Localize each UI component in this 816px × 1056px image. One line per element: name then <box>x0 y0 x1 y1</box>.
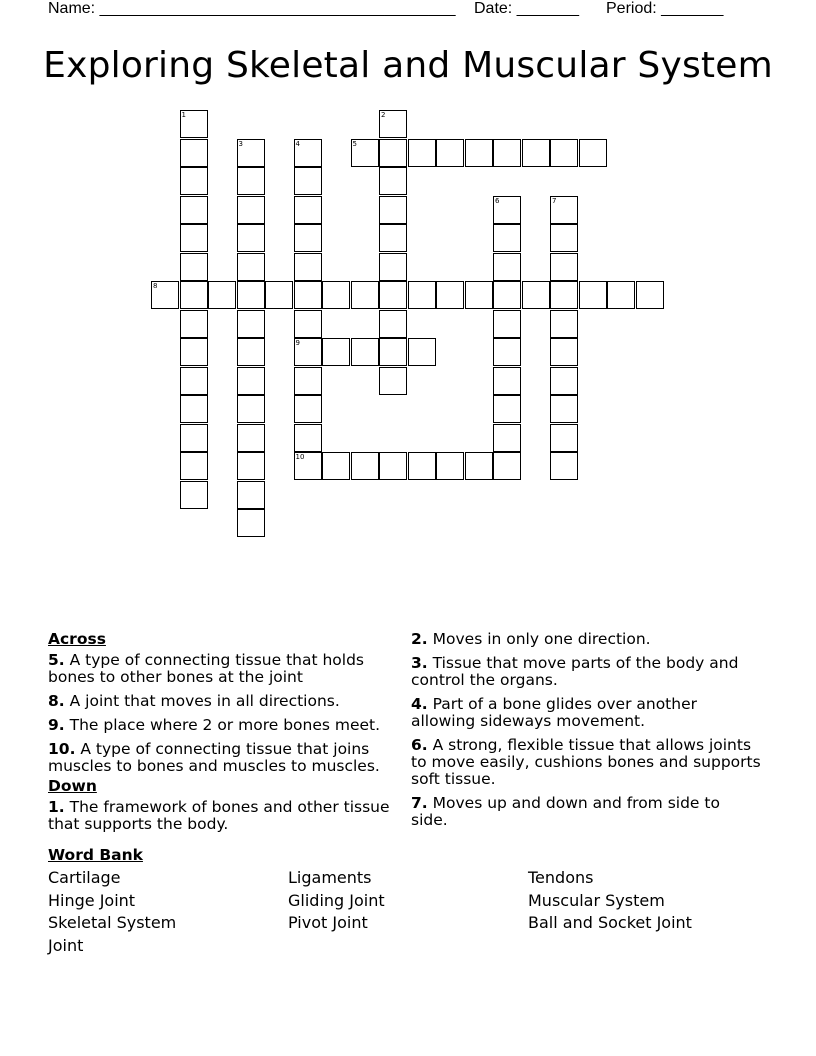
grid-cell[interactable] <box>550 224 578 252</box>
clue-text: A type of connecting tissue that holds bones to other bones at the joint <box>48 651 365 686</box>
grid-cell[interactable] <box>180 338 208 366</box>
period-field-label: Period: _______ <box>606 0 724 17</box>
grid-cell[interactable] <box>493 452 521 480</box>
clue-down-4 <box>411 696 761 730</box>
clue-number-label: 2 <box>381 111 386 119</box>
word-bank-column-1 <box>48 869 176 955</box>
clue-down-1 <box>48 799 393 833</box>
grid-cell[interactable] <box>465 281 493 309</box>
clue-across-8 <box>48 693 393 710</box>
word-bank-item: Joint <box>48 935 84 955</box>
grid-cell[interactable] <box>294 395 322 423</box>
grid-cell[interactable] <box>493 281 521 309</box>
grid-cell[interactable] <box>237 367 265 395</box>
clue-text: A strong, flexible tissue that allows joints to move easily, cushions bones and supports soft tissue. <box>411 736 761 788</box>
clue-number: 3. <box>411 654 428 672</box>
clue-text: A type of connecting tissue that joins muscles to bones and muscles to muscles. <box>48 740 380 775</box>
grid-cell[interactable] <box>322 281 350 309</box>
grid-cell[interactable] <box>294 452 322 480</box>
clue-number: 2. <box>411 630 428 648</box>
grid-cell[interactable] <box>550 139 578 167</box>
grid-cell[interactable] <box>294 167 322 195</box>
grid-cell[interactable] <box>180 196 208 224</box>
grid-cell[interactable] <box>379 253 407 281</box>
grid-cell[interactable] <box>180 281 208 309</box>
clue-text: The place where 2 or more bones meet. <box>69 716 381 734</box>
grid-cell[interactable] <box>351 338 379 366</box>
grid-cell[interactable] <box>379 281 407 309</box>
grid-cell[interactable] <box>379 452 407 480</box>
grid-cell[interactable] <box>237 509 265 537</box>
grid-cell[interactable] <box>522 139 550 167</box>
grid-cell[interactable] <box>465 139 493 167</box>
word-bank-item: Cartilage <box>48 868 121 887</box>
grid-cell[interactable] <box>180 367 208 395</box>
clue-number-label: 1 <box>181 111 186 119</box>
grid-cell[interactable] <box>379 167 407 195</box>
grid-cell[interactable] <box>294 424 322 452</box>
grid-cell[interactable] <box>408 338 436 366</box>
grid-cell[interactable] <box>237 196 265 224</box>
clue-number: 4. <box>411 695 428 713</box>
grid-cell[interactable] <box>436 139 464 167</box>
down-heading: Down <box>48 777 97 795</box>
grid-cell[interactable] <box>180 110 208 138</box>
grid-cell[interactable] <box>379 224 407 252</box>
grid-cell[interactable] <box>550 395 578 423</box>
grid-cell[interactable] <box>294 281 322 309</box>
word-bank-item: Muscular System <box>528 890 665 910</box>
clue-text: Tissue that move parts of the body and control the organs. <box>411 654 739 689</box>
grid-cell[interactable] <box>294 338 322 366</box>
grid-cell[interactable] <box>237 395 265 423</box>
word-bank-column-2 <box>288 869 385 932</box>
grid-cell[interactable] <box>579 139 607 167</box>
date-field-label: Date: _______ <box>474 0 579 17</box>
clue-number-label: 3 <box>238 139 243 148</box>
grid-cell[interactable] <box>180 395 208 423</box>
grid-cell[interactable] <box>180 452 208 480</box>
grid-cell[interactable] <box>265 281 293 309</box>
clue-text: Part of a bone glides over another allowing sideways movement. <box>411 695 697 730</box>
grid-cell[interactable] <box>180 481 208 509</box>
grid-cell[interactable] <box>379 139 407 167</box>
grid-cell[interactable] <box>493 310 521 338</box>
grid-cell[interactable] <box>550 452 578 480</box>
grid-cell[interactable] <box>493 424 521 452</box>
grid-cell[interactable] <box>322 452 350 480</box>
grid-cell[interactable] <box>237 310 265 338</box>
clue-text: A joint that moves in all directions. <box>69 692 340 710</box>
grid-cell[interactable] <box>550 424 578 452</box>
clue-text: Moves in only one direction. <box>432 630 651 648</box>
grid-cell[interactable] <box>294 196 322 224</box>
grid-cell[interactable] <box>180 139 208 167</box>
grid-cell[interactable] <box>493 196 521 224</box>
grid-cell[interactable] <box>379 338 407 366</box>
clue-number: 6. <box>411 736 428 754</box>
grid-cell[interactable] <box>237 452 265 480</box>
grid-cell[interactable] <box>493 338 521 366</box>
grid-cell[interactable] <box>180 253 208 281</box>
word-bank-column-3 <box>528 869 692 932</box>
grid-cell[interactable] <box>579 281 607 309</box>
across-heading: Across <box>48 630 106 648</box>
grid-cell[interactable] <box>180 224 208 252</box>
grid-cell[interactable] <box>436 452 464 480</box>
grid-cell[interactable] <box>237 424 265 452</box>
grid-cell[interactable] <box>522 281 550 309</box>
grid-cell[interactable] <box>636 281 664 309</box>
grid-cell[interactable] <box>322 338 350 366</box>
name-field-label: Name: ________________________________________ <box>48 0 456 17</box>
clues-right-column <box>411 631 761 836</box>
page-title: Exploring Skeletal and Muscular System <box>43 45 773 86</box>
clue-number: 9. <box>48 716 65 734</box>
grid-cell[interactable] <box>237 167 265 195</box>
clue-across-5 <box>48 652 393 686</box>
word-bank-item: Skeletal System <box>48 913 177 932</box>
grid-cell[interactable] <box>408 452 436 480</box>
clue-number-label: 9 <box>295 339 300 347</box>
grid-cell[interactable] <box>550 338 578 366</box>
word-bank-title: Word Bank <box>48 846 143 864</box>
clues-left-column <box>48 631 393 840</box>
grid-cell[interactable] <box>550 253 578 281</box>
word-bank-item: Ligaments <box>288 868 372 887</box>
grid-cell[interactable] <box>351 452 379 480</box>
clue-number: 7. <box>411 794 428 812</box>
grid-cell[interactable] <box>408 281 436 309</box>
clue-down-3 <box>411 655 761 689</box>
grid-cell[interactable] <box>237 338 265 366</box>
clue-across-10 <box>48 741 393 775</box>
clue-number-label: 7 <box>552 196 557 205</box>
grid-cell[interactable] <box>294 253 322 281</box>
grid-cell[interactable] <box>550 310 578 338</box>
grid-cell[interactable] <box>465 452 493 480</box>
clue-number: 1. <box>48 798 65 816</box>
grid-cell[interactable] <box>237 253 265 281</box>
grid-cell[interactable] <box>237 139 265 167</box>
grid-cell[interactable] <box>180 424 208 452</box>
grid-cell[interactable] <box>379 367 407 395</box>
grid-cell[interactable] <box>379 310 407 338</box>
grid-cell[interactable] <box>493 395 521 423</box>
clue-number: 5. <box>48 651 65 669</box>
grid-cell[interactable] <box>151 281 179 309</box>
grid-cell[interactable] <box>237 281 265 309</box>
grid-cell[interactable] <box>180 310 208 338</box>
clue-down-7 <box>411 795 761 829</box>
grid-cell[interactable] <box>351 281 379 309</box>
clue-down-2 <box>411 631 761 648</box>
grid-cell[interactable] <box>408 139 436 167</box>
clue-number-label: 4 <box>295 139 300 148</box>
grid-cell[interactable] <box>607 281 635 309</box>
word-bank-item: Hinge Joint <box>48 890 136 910</box>
clue-number: 8. <box>48 692 65 710</box>
grid-cell[interactable] <box>180 167 208 195</box>
grid-cell[interactable] <box>294 310 322 338</box>
grid-cell[interactable] <box>294 367 322 395</box>
word-bank-item: Tendons <box>528 868 594 887</box>
grid-cell[interactable] <box>379 110 407 138</box>
grid-cell[interactable] <box>493 139 521 167</box>
clue-number: 10. <box>48 740 76 758</box>
clue-number-label: 5 <box>352 139 357 148</box>
grid-cell[interactable] <box>550 281 578 309</box>
clue-text: The framework of bones and other tissue that supports the body. <box>48 798 390 833</box>
clue-text: Moves up and down and from side to side. <box>411 794 720 829</box>
word-bank-item: Ball and Socket Joint <box>528 913 692 932</box>
clue-number-label: 6 <box>495 196 500 205</box>
grid-cell[interactable] <box>351 139 379 167</box>
clue-down-6 <box>411 737 761 788</box>
grid-cell[interactable] <box>493 253 521 281</box>
clue-across-9 <box>48 717 393 734</box>
grid-cell[interactable] <box>550 367 578 395</box>
clue-number-label: 10 <box>295 453 305 461</box>
grid-cell[interactable] <box>294 139 322 167</box>
grid-cell[interactable] <box>550 196 578 224</box>
clue-number-label: 8 <box>153 282 158 290</box>
grid-cell[interactable] <box>493 224 521 252</box>
grid-cell[interactable] <box>237 481 265 509</box>
word-bank-item: Pivot Joint <box>288 913 368 932</box>
grid-cell[interactable] <box>493 367 521 395</box>
grid-cell[interactable] <box>379 196 407 224</box>
grid-cell[interactable] <box>208 281 236 309</box>
grid-cell[interactable] <box>237 224 265 252</box>
word-bank-item: Gliding Joint <box>288 890 385 910</box>
grid-cell[interactable] <box>294 224 322 252</box>
grid-cell[interactable] <box>436 281 464 309</box>
